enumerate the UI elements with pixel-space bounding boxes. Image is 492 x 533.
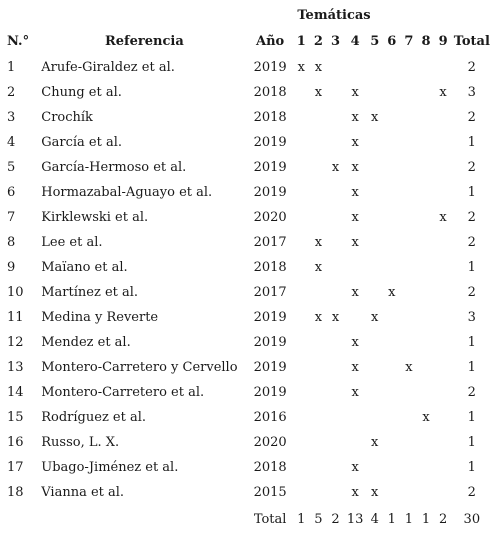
table-row [0, 455, 492, 480]
footer-ref-empty [41, 505, 247, 532]
row-theme-3-mark [327, 255, 344, 280]
row-theme-5-mark [366, 255, 383, 280]
row-theme-8-mark [417, 305, 434, 330]
row-theme-8-mark [417, 255, 434, 280]
table-row [0, 430, 492, 455]
row-num: 14 [7, 385, 24, 400]
row-theme-7-mark [400, 55, 417, 80]
header-num: N.° [7, 34, 30, 49]
row-theme-7-mark [400, 255, 417, 280]
row-theme-2-mark: x [314, 85, 323, 100]
row-theme-5-mark [366, 55, 383, 80]
footer-theme-3: 2 [331, 512, 340, 527]
row-theme-1-mark [293, 155, 310, 180]
row-total: 2 [467, 60, 476, 75]
row-reference: Montero-Carretero y Cervello [41, 360, 238, 375]
row-theme-7-mark [400, 430, 417, 455]
row-theme-8-mark [417, 55, 434, 80]
row-theme-2-mark [310, 105, 327, 130]
row-theme-8-mark [417, 380, 434, 405]
row-theme-9-mark [435, 380, 452, 405]
row-total: 1 [467, 460, 476, 475]
row-theme-5-mark: x [371, 435, 379, 450]
row-theme-5-mark: x [371, 310, 379, 325]
row-num: 8 [7, 235, 16, 250]
row-total: 2 [467, 285, 476, 300]
row-reference: Medina y Reverte [41, 310, 159, 325]
row-theme-9-mark: x [439, 85, 447, 100]
row-theme-4-mark [344, 55, 366, 80]
row-total: 3 [467, 310, 476, 325]
row-num: 6 [7, 185, 16, 200]
row-theme-4-mark: x [351, 135, 359, 150]
row-num: 7 [7, 210, 16, 225]
row-theme-6-mark [383, 430, 400, 455]
row-theme-6-mark [383, 405, 400, 430]
footer-theme-8: 1 [421, 512, 431, 527]
row-theme-5-mark [366, 180, 383, 205]
row-theme-1-mark: x [297, 60, 305, 75]
row-theme-6-mark [383, 80, 400, 105]
row-year: 2018 [253, 110, 287, 125]
footer-theme-9: 2 [438, 512, 448, 527]
row-theme-5-mark [366, 130, 383, 155]
row-theme-6-mark [383, 55, 400, 80]
row-total: 2 [467, 110, 476, 125]
row-year: 2020 [253, 210, 287, 225]
row-reference: Vianna et al. [41, 485, 125, 500]
row-theme-8-mark [417, 480, 434, 505]
row-theme-9-mark [435, 430, 452, 455]
row-theme-1-mark [293, 355, 310, 380]
row-year: 2018 [253, 260, 287, 275]
row-theme-9-mark [435, 405, 452, 430]
row-theme-4-mark: x [351, 460, 359, 475]
footer-theme-6: 1 [387, 512, 396, 527]
row-theme-7-mark [400, 380, 417, 405]
table-row [0, 405, 492, 430]
row-theme-2-mark [310, 380, 327, 405]
row-theme-1-mark [293, 455, 310, 480]
row-reference: Lee et al. [41, 235, 103, 250]
row-theme-6-mark [383, 355, 400, 380]
row-num: 5 [7, 160, 16, 175]
row-num: 13 [7, 360, 24, 375]
header-theme-5: 5 [370, 34, 380, 49]
row-theme-8-mark [417, 105, 434, 130]
row-theme-4-mark: x [351, 285, 359, 300]
row-theme-3-mark [327, 330, 344, 355]
table-header [0, 29, 492, 55]
header-row [0, 29, 492, 55]
table-row [0, 330, 492, 355]
row-year: 2016 [253, 410, 287, 425]
row-theme-6-mark [383, 305, 400, 330]
row-theme-2-mark: x [314, 260, 323, 275]
row-year: 2019 [253, 310, 287, 325]
row-theme-1-mark [293, 80, 310, 105]
row-theme-1-mark [293, 405, 310, 430]
row-num: 4 [7, 135, 16, 150]
row-theme-4-mark [344, 305, 366, 330]
footer-total: 30 [463, 512, 481, 527]
row-theme-2-mark [310, 130, 327, 155]
row-theme-5-mark [366, 405, 383, 430]
row-theme-5-mark [366, 355, 383, 380]
row-theme-1-mark [293, 180, 310, 205]
row-theme-4-mark [344, 430, 366, 455]
row-theme-2-mark [310, 155, 327, 180]
footer-theme-7: 1 [404, 512, 414, 527]
footer-label: Total [253, 512, 287, 527]
row-theme-6-mark: x [388, 285, 396, 300]
row-total: 2 [467, 160, 476, 175]
row-theme-1-mark [293, 280, 310, 305]
row-theme-8-mark [417, 180, 434, 205]
row-theme-4-mark: x [351, 85, 359, 100]
row-reference: Chung et al. [41, 85, 122, 100]
row-reference: Crochík [41, 110, 93, 125]
row-num: 17 [7, 460, 24, 475]
footer-theme-2: 5 [314, 512, 323, 527]
row-year: 2020 [253, 435, 287, 450]
row-theme-4-mark: x [351, 185, 359, 200]
row-num: 9 [7, 260, 16, 275]
row-theme-6-mark [383, 480, 400, 505]
row-theme-1-mark [293, 255, 310, 280]
row-theme-5-mark [366, 455, 383, 480]
table-row [0, 230, 492, 255]
table-row [0, 80, 492, 105]
row-theme-5-mark: x [371, 110, 379, 125]
table-row [0, 155, 492, 180]
row-theme-7-mark [400, 405, 417, 430]
row-theme-7-mark [400, 230, 417, 255]
row-theme-3-mark [327, 80, 344, 105]
row-theme-1-mark [293, 330, 310, 355]
row-theme-9-mark [435, 130, 452, 155]
row-theme-2-mark [310, 180, 327, 205]
header-total: Total [453, 34, 490, 49]
row-year: 2015 [253, 485, 287, 500]
row-reference: Russo, L. X. [41, 435, 120, 450]
row-reference: Maïano et al. [41, 260, 128, 275]
row-reference: Kirklewski et al. [41, 210, 149, 225]
row-theme-9-mark [435, 105, 452, 130]
header-theme-8: 8 [421, 34, 431, 49]
row-year: 2019 [253, 335, 287, 350]
row-theme-9-mark [435, 255, 452, 280]
table-footer [0, 505, 492, 532]
row-total: 2 [467, 385, 476, 400]
header-theme-4: 4 [350, 34, 360, 49]
row-total: 1 [467, 410, 476, 425]
row-num: 10 [7, 285, 24, 300]
row-theme-3-mark [327, 380, 344, 405]
row-theme-7-mark [400, 480, 417, 505]
row-theme-7-mark [400, 280, 417, 305]
row-total: 1 [467, 135, 476, 150]
footer-theme-5: 4 [370, 512, 379, 527]
table-row [0, 480, 492, 505]
row-total: 2 [467, 485, 476, 500]
row-theme-8-mark [417, 355, 434, 380]
table-row [0, 280, 492, 305]
row-year: 2018 [253, 85, 287, 100]
row-theme-2-mark [310, 480, 327, 505]
row-theme-2-mark: x [314, 310, 323, 325]
row-theme-6-mark [383, 155, 400, 180]
row-theme-3-mark [327, 55, 344, 80]
row-theme-2-mark [310, 330, 327, 355]
row-num: 16 [7, 435, 24, 450]
row-theme-9-mark [435, 330, 452, 355]
table-row [0, 355, 492, 380]
row-num: 18 [7, 485, 24, 500]
row-theme-5-mark [366, 330, 383, 355]
header-theme-3: 3 [330, 34, 341, 49]
row-theme-5-mark [366, 80, 383, 105]
row-reference: Martínez et al. [41, 285, 139, 300]
row-theme-9-mark [435, 230, 452, 255]
row-reference: García et al. [41, 135, 123, 150]
footer-row [0, 505, 492, 532]
row-theme-9-mark [435, 455, 452, 480]
row-theme-8-mark [417, 230, 434, 255]
row-theme-7-mark [400, 455, 417, 480]
row-theme-4-mark: x [351, 235, 359, 250]
table-row [0, 380, 492, 405]
row-theme-4-mark: x [351, 485, 359, 500]
row-theme-8-mark [417, 455, 434, 480]
row-theme-6-mark [383, 380, 400, 405]
row-total: 1 [467, 185, 476, 200]
row-theme-1-mark [293, 105, 310, 130]
row-reference: Montero-Carretero et al. [41, 385, 205, 400]
row-theme-3-mark: x [331, 310, 340, 325]
row-theme-3-mark [327, 230, 344, 255]
row-theme-1-mark [293, 230, 310, 255]
row-theme-1-mark [293, 130, 310, 155]
row-total: 1 [467, 435, 476, 450]
row-total: 1 [467, 260, 476, 275]
row-theme-6-mark [383, 130, 400, 155]
row-theme-9-mark [435, 355, 452, 380]
row-reference: Rodríguez et al. [41, 410, 147, 425]
row-total: 1 [467, 360, 476, 375]
row-theme-4-mark: x [351, 110, 359, 125]
table-row [0, 180, 492, 205]
row-year: 2017 [253, 285, 287, 300]
row-theme-7-mark [400, 80, 417, 105]
row-theme-2-mark [310, 430, 327, 455]
row-num: 1 [7, 60, 16, 75]
row-year: 2019 [253, 185, 287, 200]
row-theme-7-mark [400, 130, 417, 155]
row-theme-1-mark [293, 305, 310, 330]
row-theme-5-mark [366, 205, 383, 230]
row-theme-3-mark: x [331, 160, 340, 175]
row-reference: Mendez et al. [41, 335, 131, 350]
row-theme-8-mark [417, 205, 434, 230]
row-theme-9-mark [435, 180, 452, 205]
row-total: 1 [467, 335, 476, 350]
header-theme-7: 7 [404, 34, 414, 49]
row-theme-7-mark [400, 155, 417, 180]
header-year: Año [256, 34, 285, 49]
row-theme-8-mark [417, 130, 434, 155]
row-total: 3 [467, 85, 476, 100]
table-row [0, 205, 492, 230]
row-theme-1-mark [293, 430, 310, 455]
row-theme-7-mark: x [405, 360, 413, 375]
row-theme-5-mark [366, 380, 383, 405]
row-reference: Arufe-Giraldez et al. [41, 60, 175, 75]
row-num: 2 [7, 85, 16, 100]
row-num: 3 [7, 110, 16, 125]
header-theme-9: 9 [438, 34, 448, 49]
row-theme-8-mark [417, 330, 434, 355]
row-theme-1-mark [293, 480, 310, 505]
row-theme-6-mark [383, 455, 400, 480]
footer-num-empty [0, 505, 41, 532]
row-theme-9-mark [435, 480, 452, 505]
row-theme-9-mark [435, 280, 452, 305]
row-theme-7-mark [400, 205, 417, 230]
super-header-tematicas: Temáticas [297, 8, 371, 23]
table-body [0, 55, 492, 505]
row-theme-3-mark [327, 205, 344, 230]
row-theme-7-mark [400, 180, 417, 205]
row-year: 2019 [253, 385, 287, 400]
row-theme-4-mark: x [351, 335, 359, 350]
row-theme-4-mark [344, 405, 366, 430]
row-theme-3-mark [327, 455, 344, 480]
row-theme-4-mark [344, 255, 366, 280]
row-year: 2019 [253, 135, 287, 150]
row-theme-2-mark [310, 280, 327, 305]
row-theme-2-mark [310, 355, 327, 380]
row-theme-2-mark [310, 405, 327, 430]
row-theme-6-mark [383, 180, 400, 205]
row-reference: García-Hermoso et al. [41, 160, 187, 175]
row-reference: Hormazabal-Aguayo et al. [41, 185, 213, 200]
row-theme-3-mark [327, 430, 344, 455]
row-theme-3-mark [327, 405, 344, 430]
row-theme-7-mark [400, 305, 417, 330]
row-theme-9-mark [435, 305, 452, 330]
footer-theme-1: 1 [297, 512, 306, 527]
row-theme-8-mark [417, 80, 434, 105]
row-year: 2019 [253, 360, 287, 375]
row-year: 2019 [253, 160, 287, 175]
row-theme-6-mark [383, 255, 400, 280]
references-table [0, 29, 492, 532]
table-row [0, 130, 492, 155]
table-row [0, 105, 492, 130]
row-theme-6-mark [383, 105, 400, 130]
row-theme-3-mark [327, 355, 344, 380]
row-theme-5-mark [366, 230, 383, 255]
row-theme-3-mark [327, 105, 344, 130]
row-reference: Ubago-Jiménez et al. [41, 460, 179, 475]
row-theme-1-mark [293, 205, 310, 230]
row-theme-3-mark [327, 280, 344, 305]
header-ref: Referencia [104, 34, 184, 49]
row-theme-2-mark: x [314, 235, 323, 250]
row-num: 15 [7, 410, 24, 425]
row-theme-4-mark: x [351, 360, 359, 375]
row-theme-3-mark [327, 180, 344, 205]
row-theme-1-mark [293, 380, 310, 405]
row-theme-2-mark: x [314, 60, 323, 75]
table-row [0, 55, 492, 80]
footer-theme-4: 13 [346, 512, 364, 527]
row-theme-5-mark [366, 155, 383, 180]
header-theme-6: 6 [387, 34, 397, 49]
row-theme-4-mark: x [351, 160, 359, 175]
header-theme-1: 1 [296, 34, 306, 49]
row-theme-6-mark [383, 230, 400, 255]
row-year: 2017 [253, 235, 287, 250]
table-row [0, 305, 492, 330]
row-theme-6-mark [383, 205, 400, 230]
row-theme-7-mark [400, 105, 417, 130]
table-row [0, 255, 492, 280]
row-theme-3-mark [327, 480, 344, 505]
row-theme-8-mark [417, 280, 434, 305]
row-theme-8-mark [417, 430, 434, 455]
row-total: 2 [467, 210, 476, 225]
row-theme-7-mark [400, 330, 417, 355]
row-theme-9-mark [435, 155, 452, 180]
row-num: 12 [7, 335, 24, 350]
row-theme-8-mark: x [422, 410, 430, 425]
row-theme-8-mark [417, 155, 434, 180]
row-theme-2-mark [310, 455, 327, 480]
row-num: 11 [7, 310, 24, 325]
row-theme-2-mark [310, 205, 327, 230]
row-theme-5-mark: x [371, 485, 379, 500]
row-theme-6-mark [383, 330, 400, 355]
row-theme-9-mark [435, 55, 452, 80]
header-theme-2: 2 [313, 34, 323, 49]
row-year: 2019 [253, 60, 287, 75]
row-theme-9-mark: x [439, 210, 447, 225]
row-year: 2018 [253, 460, 287, 475]
row-theme-5-mark [366, 280, 383, 305]
row-theme-4-mark: x [351, 210, 359, 225]
row-total: 2 [467, 235, 476, 250]
row-theme-3-mark [327, 130, 344, 155]
row-theme-4-mark: x [351, 385, 359, 400]
